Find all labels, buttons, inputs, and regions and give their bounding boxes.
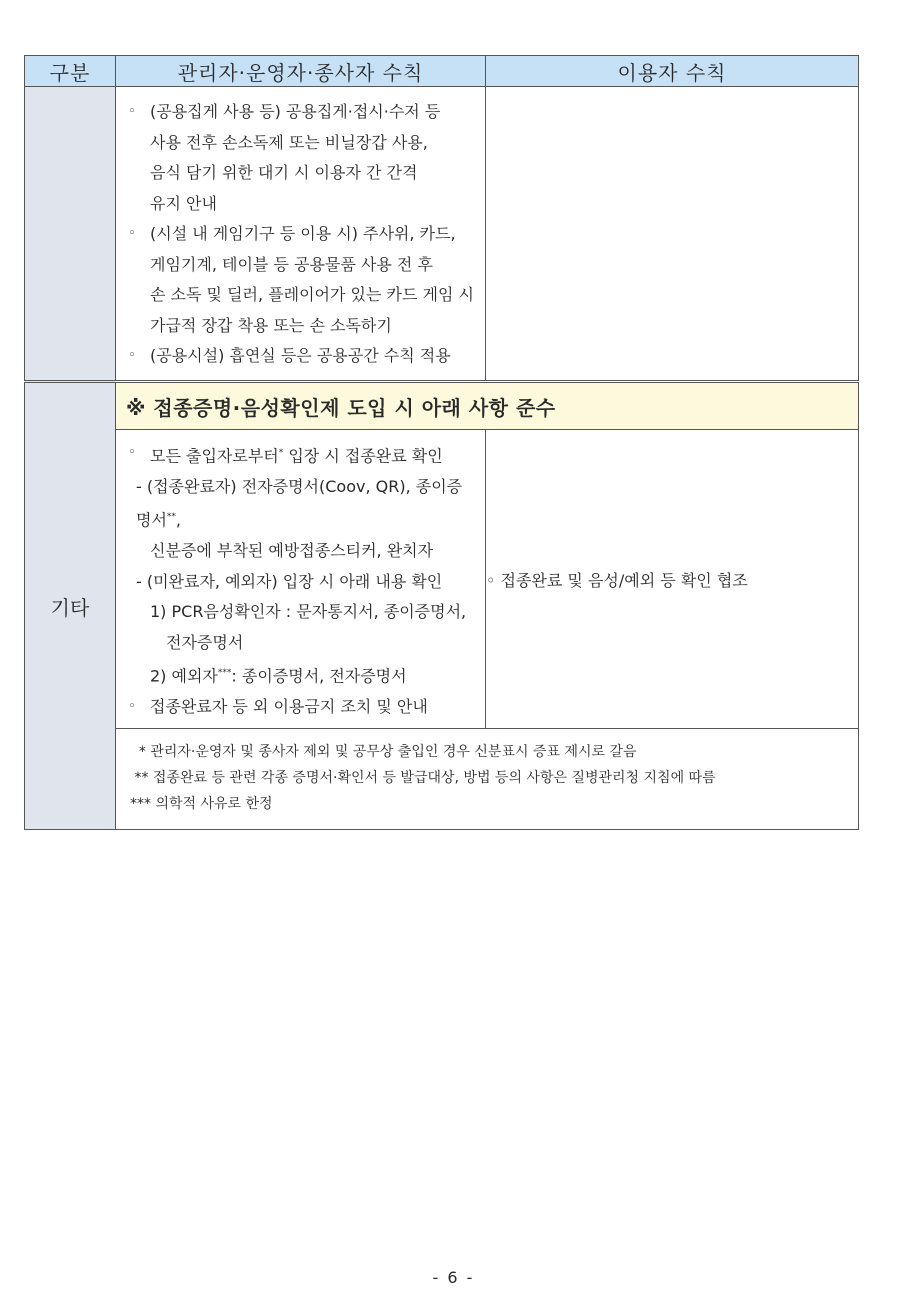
sub-item: 2) 예외자***: 종이증명서, 전자증명서 xyxy=(150,666,407,686)
footnote: * 관리자·운영자 및 종사자 제외 및 공무상 출입인 경우 신분표시 증표 제시로 갈음 xyxy=(130,744,637,761)
header-manager-rules: 관리자·운영자·종사자 수칙 xyxy=(116,56,486,87)
table-row xyxy=(25,87,859,382)
footnote: ** 접종완료 등 관련 각종 증명서·확인서 등 발급대상, 방법 등의 사항은 질병관리청 지침에 따름 xyxy=(130,770,716,787)
sub-item: - (접종완료자) 전자증명서(Coov, QR), 종이증명서**, xyxy=(136,476,463,530)
manager-rules-cell xyxy=(116,87,486,382)
table-row xyxy=(25,729,859,830)
list-item: ◦ 모든 출입자로부터* 입장 시 접종완료 확인 xyxy=(128,438,475,472)
bullet-icon: ◦ xyxy=(128,226,136,241)
list-item: ◦ (공용시설) 흡연실 등은 공용공간 수칙 적용 xyxy=(128,341,475,372)
vaccine-pass-banner: ※ 접종증명·음성확인제 도입 시 아래 사항 준수 xyxy=(116,382,859,430)
bullet-icon: ◦ xyxy=(128,698,136,714)
list-item: ◦ 접종완료자 등 외 이용금지 조치 및 안내 xyxy=(128,692,475,723)
footnotes-cell xyxy=(116,729,859,830)
user-rules-cell: ◦ 접종완료 및 음성/예외 등 확인 협조 xyxy=(486,430,859,729)
user-rules-cell-empty xyxy=(486,87,859,382)
header-user-rules: 이용자 수칙 xyxy=(486,56,859,87)
table-header-row xyxy=(25,56,859,87)
sub-item: - (미완료자, 예외자) 입장 시 아래 내용 확인 xyxy=(136,571,443,591)
header-category: 구분 xyxy=(25,56,116,87)
guidelines-table xyxy=(24,55,859,830)
table-row xyxy=(25,430,859,729)
category-cell-empty xyxy=(25,87,116,382)
bullet-icon: ◦ xyxy=(128,348,136,363)
bullet-icon: ◦ xyxy=(128,104,136,119)
footnote: *** 의학적 사유로 한정 xyxy=(130,796,273,813)
manager-rules-cell: ◦ 모든 출입자로부터* 입장 시 접종완료 확인 - (접종완료자) 전자증명서(Coov, QR), 종이증명서**, 신분증에 부착된 예방접종스티커, 완치자 - (미완료자, 예외자) 입장 시 아래 내용 확인 1) PCR음성확인자 : 문자통지서, 종이증명서, 전자증명서 2) 예외자***: 종이증명서, 전자증명서 ◦ 접종완료자 등 외 이용금지 조치 및 안내 xyxy=(116,430,486,729)
sub-item: 1) PCR음성확인자 : 문자통지서, 종이증명서, xyxy=(150,602,467,622)
list-item: ◦ (공용집게 사용 등) 공용집게·접시·수저 등 사용 전후 손소독제 또는 비닐장갑 사용, 음식 담기 위한 대기 시 이용자 간 간격 유지 안내 xyxy=(128,97,475,219)
bullet-icon: ◦ xyxy=(128,445,136,460)
table-row xyxy=(25,382,859,430)
category-cell-other: 기타 xyxy=(25,382,116,830)
page-number: - 6 - xyxy=(432,1268,475,1287)
list-item: ◦ (시설 내 게임기구 등 이용 시) 주사위, 카드, 게임기계, 테이블 등 공용물품 사용 전 후 손 소독 및 딜러, 플레이어가 있는 카드 게임 시 가급적 장갑 착용 또는 손 소독하기 xyxy=(128,219,475,341)
